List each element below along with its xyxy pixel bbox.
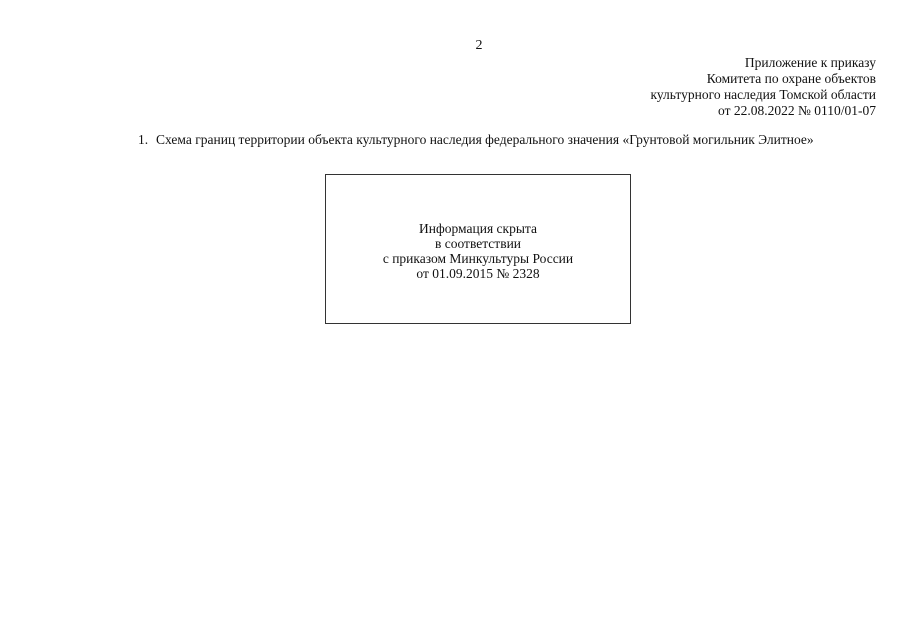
appendix-line: Комитета по охране объектов — [706, 71, 876, 86]
hidden-info-line: в соответствии — [434, 236, 522, 251]
appendix-line: культурного наследия Томской области — [650, 87, 876, 102]
appendix-header — [651, 55, 876, 119]
scheme-heading — [138, 132, 814, 148]
page-number: 2 — [475, 38, 483, 53]
hidden-information-text — [326, 221, 630, 281]
hidden-info-line: от 01.09.2015 № 2328 — [416, 266, 540, 281]
hidden-info-line: с приказом Минкультуры России — [382, 251, 574, 266]
scheme-title-text: Схема границ территории объекта культурного наследия федерального значения «Грунтовой могильник Элитное» — [156, 132, 814, 147]
appendix-line: от 22.08.2022 № 0110/01-07 — [718, 103, 876, 118]
appendix-line: Приложение к приказу — [744, 55, 876, 70]
hidden-information-box — [325, 174, 631, 324]
hidden-info-line: Информация скрыта — [419, 221, 537, 236]
scheme-number: 1. — [138, 132, 149, 147]
